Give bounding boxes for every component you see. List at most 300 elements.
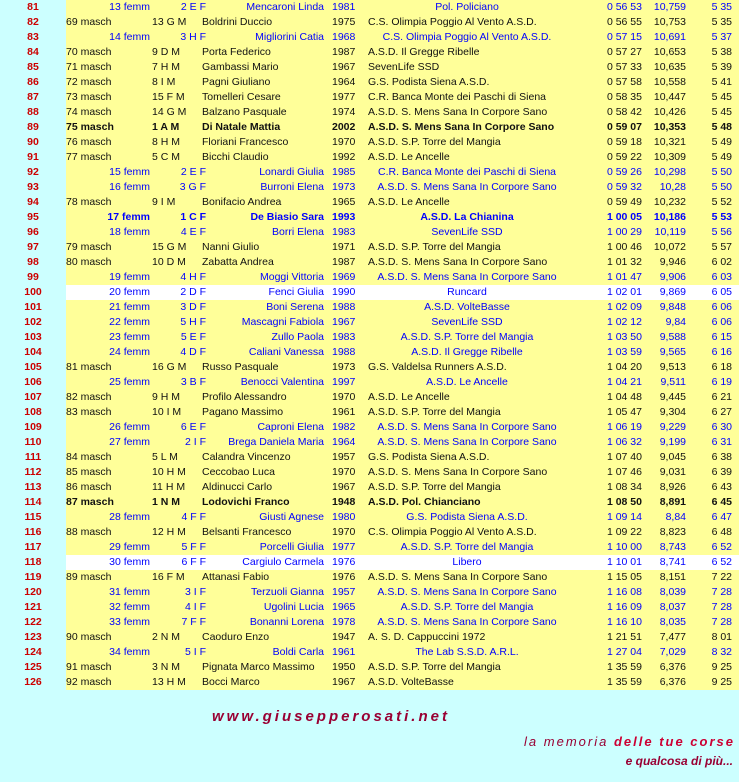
table-row bbox=[0, 195, 739, 210]
category-code-cell: 6 F F bbox=[181, 556, 206, 568]
pace-cell: 6 19 bbox=[711, 376, 732, 388]
position-cell: 114 bbox=[0, 495, 66, 510]
speed-cell: 10,28 bbox=[659, 181, 686, 193]
category-code-cell: 10 H M bbox=[152, 466, 186, 478]
athlete-name-cell: Belsanti Francesco bbox=[202, 526, 292, 538]
athlete-name-cell: Calandra Vincenzo bbox=[202, 451, 291, 463]
category-code-cell: 4 E F bbox=[180, 226, 206, 238]
category-code-cell: 13 H M bbox=[152, 676, 186, 688]
athlete-name-cell: Pagano Massimo bbox=[202, 406, 284, 418]
category-code-cell: 12 H M bbox=[152, 526, 186, 538]
pace-cell: 6 39 bbox=[711, 466, 732, 478]
club-cell: A.S.D. S.P. Torre del Mangia bbox=[368, 661, 501, 673]
club-cell: SevenLife SSD bbox=[431, 226, 503, 238]
position-cell: 112 bbox=[0, 465, 66, 480]
birth-year-cell: 1969 bbox=[332, 271, 356, 283]
birth-year-cell: 1970 bbox=[332, 391, 356, 403]
position-cell: 110 bbox=[0, 435, 66, 450]
athlete-name-cell: Migliorini Catia bbox=[255, 31, 324, 43]
time-cell: 1 09 14 bbox=[606, 511, 642, 523]
table-row bbox=[0, 495, 739, 510]
speed-cell: 8,926 bbox=[659, 481, 686, 493]
pace-cell: 6 03 bbox=[711, 271, 732, 283]
speed-cell: 9,906 bbox=[659, 271, 686, 283]
pace-cell: 5 35 bbox=[711, 1, 732, 13]
pace-cell: 6 43 bbox=[711, 481, 732, 493]
category-code-cell: 10 D M bbox=[152, 256, 186, 268]
birth-year-cell: 1948 bbox=[332, 496, 356, 508]
position-cell: 109 bbox=[0, 420, 66, 435]
position-cell: 85 bbox=[0, 60, 66, 75]
athlete-name-cell: Bonanni Lorena bbox=[249, 616, 324, 628]
pace-cell: 6 05 bbox=[711, 286, 732, 298]
birth-year-cell: 1967 bbox=[332, 676, 356, 688]
birth-year-cell: 1957 bbox=[332, 586, 356, 598]
category-code-cell: 7 F F bbox=[181, 616, 206, 628]
speed-cell: 7,029 bbox=[659, 646, 686, 658]
category-rank-cell: 74 masch bbox=[66, 106, 112, 118]
birth-year-cell: 1970 bbox=[332, 526, 356, 538]
category-code-cell: 4 F F bbox=[181, 511, 206, 523]
birth-year-cell: 1980 bbox=[332, 511, 356, 523]
club-cell: A.S.D. S. Mens Sana In Corpore Sano bbox=[377, 271, 557, 283]
pace-cell: 6 30 bbox=[711, 421, 732, 433]
category-code-cell: 3 G F bbox=[179, 181, 206, 193]
birth-year-cell: 1970 bbox=[332, 466, 356, 478]
pace-cell: 9 25 bbox=[711, 676, 732, 688]
club-cell: C.S. Olimpia Poggio Al Vento A.S.D. bbox=[368, 526, 537, 538]
category-rank-cell: 18 femm bbox=[109, 226, 150, 238]
category-code-cell: 2 E F bbox=[180, 166, 206, 178]
category-rank-cell: 90 masch bbox=[66, 631, 112, 643]
category-code-cell: 2 E F bbox=[180, 1, 206, 13]
time-cell: 1 04 21 bbox=[606, 376, 642, 388]
time-cell: 1 16 10 bbox=[606, 616, 642, 628]
birth-year-cell: 2002 bbox=[332, 121, 356, 133]
time-cell: 1 04 20 bbox=[606, 361, 642, 373]
speed-cell: 9,031 bbox=[659, 466, 686, 478]
table-row bbox=[0, 630, 739, 645]
time-cell: 1 03 50 bbox=[606, 331, 642, 343]
speed-cell: 10,309 bbox=[653, 151, 686, 163]
club-cell: A.S.D. S. Mens Sana In Corpore Sano bbox=[368, 106, 548, 118]
athlete-name-cell: Terzuoli Gianna bbox=[251, 586, 324, 598]
pace-cell: 5 49 bbox=[711, 151, 732, 163]
category-code-cell: 9 H M bbox=[152, 391, 181, 403]
pace-cell: 6 18 bbox=[711, 361, 732, 373]
speed-cell: 10,298 bbox=[653, 166, 686, 178]
table-row bbox=[0, 300, 739, 315]
category-rank-cell: 82 masch bbox=[66, 391, 112, 403]
speed-cell: 9,199 bbox=[659, 436, 686, 448]
table-row bbox=[0, 45, 739, 60]
category-rank-cell: 72 masch bbox=[66, 76, 112, 88]
speed-cell: 9,045 bbox=[659, 451, 686, 463]
birth-year-cell: 1957 bbox=[332, 451, 356, 463]
club-cell: A.S.D. S.P. Torre del Mangia bbox=[400, 541, 534, 553]
table-row bbox=[0, 675, 739, 690]
club-cell: A.S.D. Le Ancelle bbox=[368, 391, 450, 403]
position-cell: 94 bbox=[0, 195, 66, 210]
position-cell: 93 bbox=[0, 180, 66, 195]
pace-cell: 7 22 bbox=[711, 571, 732, 583]
athlete-name-cell: Fenci Giulia bbox=[268, 286, 324, 298]
pace-cell: 5 37 bbox=[711, 31, 732, 43]
birth-year-cell: 1965 bbox=[332, 196, 356, 208]
position-cell: 99 bbox=[0, 270, 66, 285]
pace-cell: 6 15 bbox=[711, 331, 732, 343]
pace-cell: 7 28 bbox=[711, 616, 732, 628]
pace-cell: 7 28 bbox=[711, 601, 732, 613]
speed-cell: 9,229 bbox=[659, 421, 686, 433]
athlete-name-cell: Ceccobao Luca bbox=[202, 466, 275, 478]
time-cell: 1 00 05 bbox=[606, 211, 642, 223]
club-cell: A.S.D. Pol. Chianciano bbox=[368, 496, 481, 508]
category-rank-cell: 71 masch bbox=[66, 61, 112, 73]
club-cell: A.S.D. S.P. Torre del Mangia bbox=[368, 481, 501, 493]
club-cell: C.S. Olimpia Poggio Al Vento A.S.D. bbox=[368, 16, 537, 28]
club-cell: A. S. D. Cappuccini 1972 bbox=[368, 631, 486, 643]
category-rank-cell: 70 masch bbox=[66, 46, 112, 58]
club-cell: A.S.D. S. Mens Sana In Corpore Sano bbox=[377, 616, 557, 628]
time-cell: 0 59 07 bbox=[606, 121, 642, 133]
category-rank-cell: 80 masch bbox=[66, 256, 112, 268]
pace-cell: 6 31 bbox=[711, 436, 732, 448]
time-cell: 1 16 08 bbox=[606, 586, 642, 598]
club-cell: A.S.D. Le Ancelle bbox=[368, 196, 450, 208]
table-row bbox=[0, 405, 739, 420]
time-cell: 1 05 47 bbox=[606, 406, 642, 418]
category-rank-cell: 73 masch bbox=[66, 91, 112, 103]
category-code-cell: 3 D F bbox=[180, 301, 206, 313]
table-row bbox=[0, 315, 739, 330]
position-cell: 88 bbox=[0, 105, 66, 120]
time-cell: 1 35 59 bbox=[606, 661, 642, 673]
club-cell: SevenLife SSD bbox=[368, 61, 440, 73]
birth-year-cell: 1973 bbox=[332, 361, 356, 373]
table-row bbox=[0, 210, 739, 225]
time-cell: 1 09 22 bbox=[606, 526, 642, 538]
time-cell: 1 08 34 bbox=[606, 481, 642, 493]
table-row bbox=[0, 150, 739, 165]
birth-year-cell: 1993 bbox=[332, 211, 356, 223]
time-cell: 1 00 29 bbox=[606, 226, 642, 238]
pace-cell: 6 47 bbox=[711, 511, 732, 523]
athlete-name-cell: Caproni Elena bbox=[257, 421, 324, 433]
pace-cell: 5 35 bbox=[711, 16, 732, 28]
club-cell: A.S.D. Le Ancelle bbox=[426, 376, 508, 388]
club-cell: A.S.D. La Chianina bbox=[420, 211, 514, 223]
category-rank-cell: 78 masch bbox=[66, 196, 112, 208]
table-row bbox=[0, 240, 739, 255]
speed-cell: 9,869 bbox=[659, 286, 686, 298]
speed-cell: 8,741 bbox=[659, 556, 686, 568]
position-cell: 86 bbox=[0, 75, 66, 90]
category-rank-cell: 27 femm bbox=[109, 436, 150, 448]
position-cell: 95 bbox=[0, 210, 66, 225]
speed-cell: 6,376 bbox=[659, 676, 686, 688]
athlete-name-cell: Giusti Agnese bbox=[259, 511, 324, 523]
position-cell: 102 bbox=[0, 315, 66, 330]
position-cell: 118 bbox=[0, 555, 66, 570]
table-row bbox=[0, 615, 739, 630]
athlete-name-cell: Boni Serena bbox=[266, 301, 324, 313]
category-code-cell: 4 I F bbox=[184, 601, 206, 613]
category-rank-cell: 29 femm bbox=[109, 541, 150, 553]
athlete-name-cell: Profilo Alessandro bbox=[202, 391, 287, 403]
time-cell: 0 58 35 bbox=[606, 91, 642, 103]
pace-cell: 5 39 bbox=[711, 61, 732, 73]
time-cell: 0 59 18 bbox=[606, 136, 642, 148]
time-cell: 0 57 33 bbox=[606, 61, 642, 73]
table-row bbox=[0, 375, 739, 390]
pace-cell: 5 45 bbox=[711, 106, 732, 118]
table-row bbox=[0, 645, 739, 660]
time-cell: 0 56 55 bbox=[606, 16, 642, 28]
category-rank-cell: 25 femm bbox=[109, 376, 150, 388]
table-row bbox=[0, 0, 739, 15]
category-rank-cell: 20 femm bbox=[109, 286, 150, 298]
position-cell: 108 bbox=[0, 405, 66, 420]
speed-cell: 9,513 bbox=[659, 361, 686, 373]
category-code-cell: 5 I F bbox=[184, 646, 206, 658]
site-url[interactable]: www.giusepperosati.net bbox=[212, 708, 450, 725]
table-row bbox=[0, 390, 739, 405]
table-row bbox=[0, 330, 739, 345]
birth-year-cell: 1982 bbox=[332, 421, 356, 433]
table-row bbox=[0, 255, 739, 270]
pace-cell: 9 25 bbox=[711, 661, 732, 673]
category-code-cell: 15 F M bbox=[152, 91, 185, 103]
category-code-cell: 5 E F bbox=[180, 331, 206, 343]
category-code-cell: 10 I M bbox=[152, 406, 182, 418]
category-rank-cell: 92 masch bbox=[66, 676, 112, 688]
birth-year-cell: 1976 bbox=[332, 571, 356, 583]
speed-cell: 8,743 bbox=[659, 541, 686, 553]
position-cell: 81 bbox=[0, 0, 66, 15]
birth-year-cell: 1977 bbox=[332, 91, 356, 103]
category-rank-cell: 34 femm bbox=[109, 646, 150, 658]
position-cell: 87 bbox=[0, 90, 66, 105]
speed-cell: 10,691 bbox=[653, 31, 686, 43]
category-code-cell: 5 H F bbox=[180, 316, 206, 328]
athlete-name-cell: Bocci Marco bbox=[202, 676, 260, 688]
table-row bbox=[0, 120, 739, 135]
birth-year-cell: 1968 bbox=[332, 31, 356, 43]
table-row bbox=[0, 15, 739, 30]
position-cell: 119 bbox=[0, 570, 66, 585]
speed-cell: 9,84 bbox=[665, 316, 686, 328]
slogan-part-2: delle tue corse bbox=[613, 734, 735, 749]
position-cell: 98 bbox=[0, 255, 66, 270]
birth-year-cell: 1978 bbox=[332, 616, 356, 628]
club-cell: G.S. Valdelsa Runners A.S.D. bbox=[368, 361, 507, 373]
speed-cell: 9,511 bbox=[660, 376, 686, 388]
position-cell: 90 bbox=[0, 135, 66, 150]
time-cell: 0 57 15 bbox=[606, 31, 642, 43]
category-rank-cell: 28 femm bbox=[109, 511, 150, 523]
category-rank-cell: 24 femm bbox=[109, 346, 150, 358]
speed-cell: 9,304 bbox=[659, 406, 686, 418]
slogan bbox=[524, 734, 735, 749]
birth-year-cell: 1988 bbox=[332, 301, 356, 313]
pace-cell: 5 45 bbox=[711, 91, 732, 103]
category-code-cell: 2 D F bbox=[180, 286, 206, 298]
speed-cell: 10,753 bbox=[653, 16, 686, 28]
birth-year-cell: 1967 bbox=[332, 316, 356, 328]
table-row bbox=[0, 480, 739, 495]
athlete-name-cell: Borri Elena bbox=[272, 226, 324, 238]
category-rank-cell: 91 masch bbox=[66, 661, 112, 673]
club-cell: SevenLife SSD bbox=[431, 316, 503, 328]
position-cell: 103 bbox=[0, 330, 66, 345]
time-cell: 0 57 27 bbox=[606, 46, 642, 58]
athlete-name-cell: Floriani Francesco bbox=[202, 136, 289, 148]
speed-cell: 10,232 bbox=[653, 196, 686, 208]
time-cell: 1 07 40 bbox=[606, 451, 642, 463]
athlete-name-cell: Burroni Elena bbox=[260, 181, 324, 193]
category-code-cell: 5 C M bbox=[152, 151, 181, 163]
birth-year-cell: 1970 bbox=[332, 136, 356, 148]
pace-cell: 5 56 bbox=[711, 226, 732, 238]
category-code-cell: 7 H M bbox=[152, 61, 181, 73]
category-code-cell: 3 B F bbox=[180, 376, 206, 388]
club-cell: C.R. Banca Monte dei Paschi di Siena bbox=[377, 166, 556, 178]
athlete-name-cell: Di Natale Mattia bbox=[202, 121, 281, 133]
speed-cell: 9,588 bbox=[659, 331, 686, 343]
athlete-name-cell: Porta Federico bbox=[202, 46, 271, 58]
time-cell: 1 02 09 bbox=[606, 301, 642, 313]
category-rank-cell: 15 femm bbox=[109, 166, 150, 178]
pace-cell: 5 38 bbox=[711, 46, 732, 58]
pace-cell: 5 57 bbox=[711, 241, 732, 253]
category-code-cell: 2 N M bbox=[152, 631, 181, 643]
position-cell: 115 bbox=[0, 510, 66, 525]
club-cell: A.S.D. S.P. Torre del Mangia bbox=[368, 241, 501, 253]
speed-cell: 10,119 bbox=[654, 226, 686, 238]
club-cell: A.S.D. S. Mens Sana In Corpore Sano bbox=[368, 571, 548, 583]
category-code-cell: 3 I F bbox=[184, 586, 206, 598]
birth-year-cell: 1964 bbox=[332, 76, 356, 88]
athlete-name-cell: Brega Daniela Maria bbox=[228, 436, 324, 448]
category-code-cell: 9 I M bbox=[152, 196, 176, 208]
athlete-name-cell: Zabatta Andrea bbox=[202, 256, 274, 268]
table-row bbox=[0, 105, 739, 120]
club-cell: G.S. Podista Siena A.S.D. bbox=[368, 451, 490, 463]
speed-cell: 10,072 bbox=[653, 241, 686, 253]
position-cell: 117 bbox=[0, 540, 66, 555]
category-rank-cell: 31 femm bbox=[109, 586, 150, 598]
speed-cell: 10,186 bbox=[653, 211, 686, 223]
category-rank-cell: 77 masch bbox=[66, 151, 112, 163]
position-cell: 89 bbox=[0, 120, 66, 135]
athlete-name-cell: Attanasi Fabio bbox=[202, 571, 270, 583]
pace-cell: 8 32 bbox=[711, 646, 732, 658]
category-rank-cell: 69 masch bbox=[66, 16, 112, 28]
category-rank-cell: 89 masch bbox=[66, 571, 112, 583]
club-cell: A.S.D. S.P. Torre del Mangia bbox=[400, 331, 534, 343]
category-rank-cell: 14 femm bbox=[109, 31, 150, 43]
speed-cell: 7,477 bbox=[659, 631, 686, 643]
birth-year-cell: 1975 bbox=[332, 16, 356, 28]
birth-year-cell: 1977 bbox=[332, 541, 356, 553]
club-cell: G.S. Podista Siena A.S.D. bbox=[406, 511, 528, 523]
time-cell: 1 10 01 bbox=[606, 556, 642, 568]
birth-year-cell: 1965 bbox=[332, 601, 356, 613]
athlete-name-cell: Mencaroni Linda bbox=[246, 1, 324, 13]
position-cell: 113 bbox=[0, 480, 66, 495]
time-cell: 1 15 05 bbox=[606, 571, 642, 583]
position-cell: 92 bbox=[0, 165, 66, 180]
table-row bbox=[0, 585, 739, 600]
slogan-part-1: la memoria bbox=[524, 734, 614, 749]
table-row bbox=[0, 555, 739, 570]
athlete-name-cell: Bonifacio Andrea bbox=[202, 196, 282, 208]
position-cell: 104 bbox=[0, 345, 66, 360]
table-row bbox=[0, 540, 739, 555]
birth-year-cell: 1992 bbox=[332, 151, 356, 163]
pace-cell: 8 01 bbox=[711, 631, 732, 643]
category-rank-cell: 85 masch bbox=[66, 466, 112, 478]
pace-cell: 6 27 bbox=[711, 406, 732, 418]
time-cell: 1 16 09 bbox=[606, 601, 642, 613]
category-rank-cell: 87 masch bbox=[66, 496, 114, 508]
birth-year-cell: 1981 bbox=[332, 1, 356, 13]
category-code-cell: 5 F F bbox=[181, 541, 206, 553]
speed-cell: 8,84 bbox=[665, 511, 686, 523]
birth-year-cell: 1961 bbox=[332, 646, 356, 658]
position-cell: 97 bbox=[0, 240, 66, 255]
table-row bbox=[0, 600, 739, 615]
pace-cell: 6 06 bbox=[711, 316, 732, 328]
birth-year-cell: 1983 bbox=[332, 331, 356, 343]
category-rank-cell: 23 femm bbox=[109, 331, 150, 343]
athlete-name-cell: Benocci Valentina bbox=[240, 376, 324, 388]
speed-cell: 10,353 bbox=[653, 121, 686, 133]
athlete-name-cell: Nanni Giulio bbox=[202, 241, 260, 253]
position-cell: 122 bbox=[0, 615, 66, 630]
position-cell: 91 bbox=[0, 150, 66, 165]
pace-cell: 5 50 bbox=[711, 181, 732, 193]
athlete-name-cell: Mascagni Fabiola bbox=[241, 316, 324, 328]
speed-cell: 8,891 bbox=[659, 496, 686, 508]
athlete-name-cell: Caliani Vanessa bbox=[248, 346, 324, 358]
speed-cell: 8,037 bbox=[659, 601, 686, 613]
category-code-cell: 4 H F bbox=[180, 271, 206, 283]
time-cell: 1 06 32 bbox=[606, 436, 642, 448]
time-cell: 0 56 53 bbox=[606, 1, 642, 13]
pace-cell: 5 49 bbox=[711, 136, 732, 148]
club-cell: A.S.D. S.P. Torre del Mangia bbox=[368, 406, 501, 418]
time-cell: 1 02 12 bbox=[606, 316, 642, 328]
athlete-name-cell: Tomelleri Cesare bbox=[202, 91, 281, 103]
position-cell: 111 bbox=[0, 450, 66, 465]
club-cell: A.S.D. VolteBasse bbox=[368, 676, 454, 688]
pace-cell: 6 45 bbox=[711, 496, 732, 508]
birth-year-cell: 1971 bbox=[332, 241, 356, 253]
category-rank-cell: 19 femm bbox=[109, 271, 150, 283]
birth-year-cell: 1987 bbox=[332, 46, 356, 58]
birth-year-cell: 1973 bbox=[332, 181, 356, 193]
time-cell: 0 57 58 bbox=[606, 76, 642, 88]
athlete-name-cell: Zullo Paola bbox=[271, 331, 324, 343]
pace-cell: 7 28 bbox=[711, 586, 732, 598]
speed-cell: 8,823 bbox=[659, 526, 686, 538]
table-row bbox=[0, 60, 739, 75]
category-rank-cell: 21 femm bbox=[109, 301, 150, 313]
birth-year-cell: 1967 bbox=[332, 481, 356, 493]
athlete-name-cell: Moggi Vittoria bbox=[259, 271, 324, 283]
